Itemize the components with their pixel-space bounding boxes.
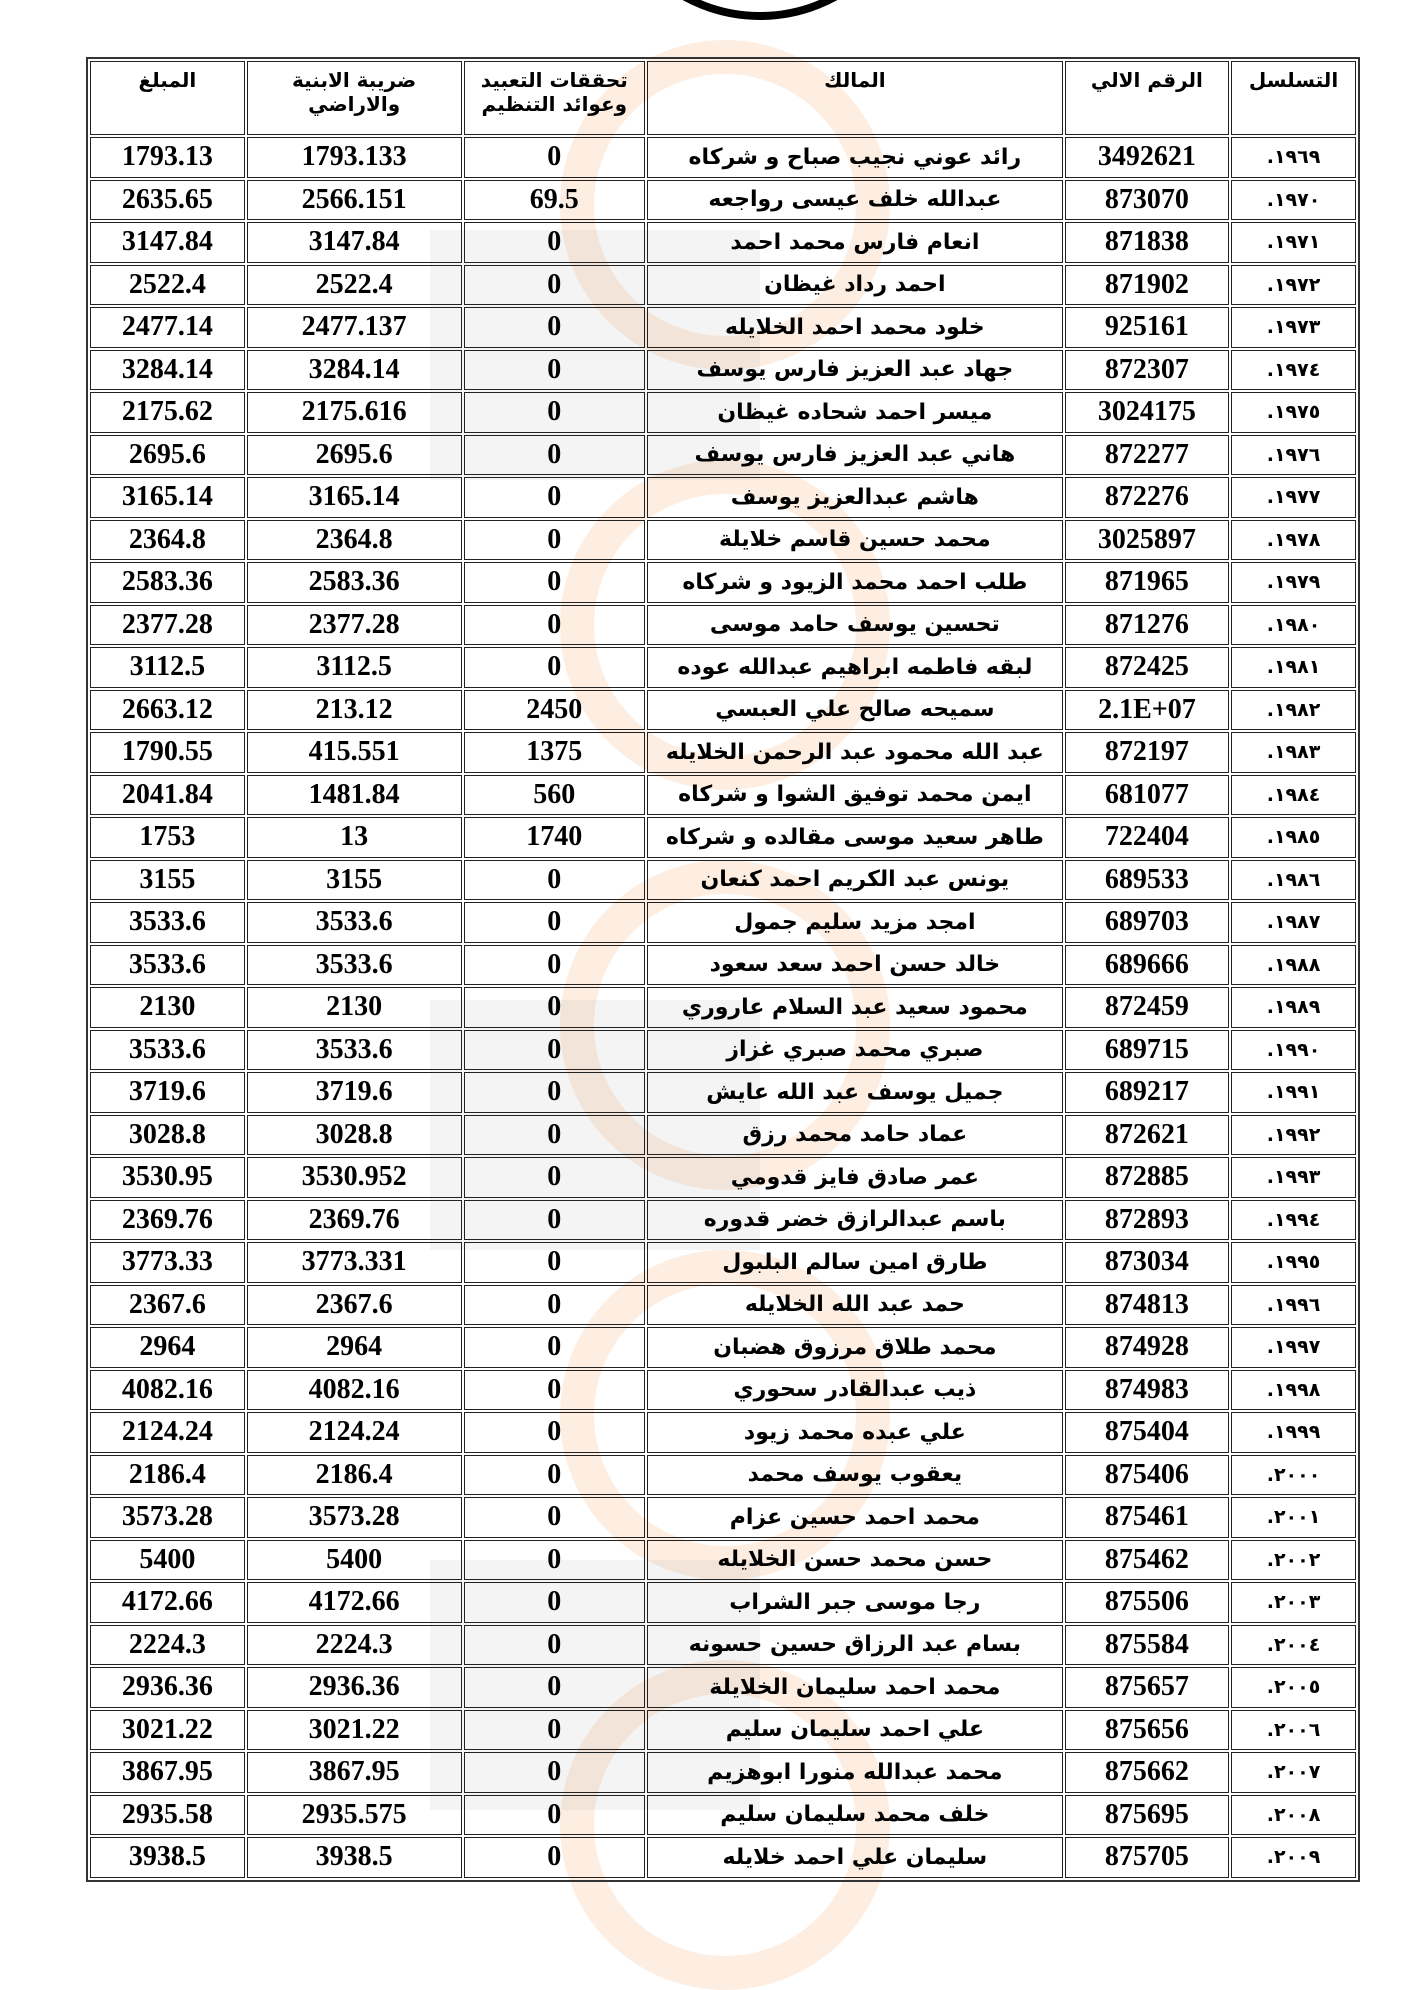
owner-cell: تحسين يوسف حامد موسى (647, 605, 1063, 646)
owner-cell: عمر صادق فايز قدومي (647, 1157, 1063, 1198)
tax-cell: 2130 (247, 987, 462, 1028)
serial-cell: ٢٠٠١. (1231, 1497, 1356, 1538)
serial-cell: ٢٠٠٤. (1231, 1625, 1356, 1666)
auto-number-cell: 875462 (1065, 1540, 1229, 1581)
amount-cell: 2175.62 (90, 392, 245, 433)
tax-cell: 2477.137 (247, 307, 462, 348)
serial-cell: ١٩٨٥. (1231, 817, 1356, 858)
owner-cell: ميسر احمد شحاده غيظان (647, 392, 1063, 433)
table-row (90, 1242, 1356, 1283)
tax-cell: 3530.952 (247, 1157, 462, 1198)
auto-number-cell: 2.1E+07 (1065, 690, 1229, 731)
table-row (90, 307, 1356, 348)
amount-cell: 2377.28 (90, 605, 245, 646)
levies-cell: 0 (464, 435, 645, 476)
tax-cell: 5400 (247, 1540, 462, 1581)
table-row (90, 732, 1356, 773)
table-row (90, 1030, 1356, 1071)
levies-cell: 0 (464, 1837, 645, 1878)
levies-cell: 0 (464, 265, 645, 306)
serial-cell: ١٩٨٩. (1231, 987, 1356, 1028)
auto-number-cell: 722404 (1065, 817, 1229, 858)
tax-cell: 2377.28 (247, 605, 462, 646)
owner-cell: حسن محمد حسن الخلايله (647, 1540, 1063, 1581)
tax-cell: 1481.84 (247, 775, 462, 816)
tax-cell: 4172.66 (247, 1582, 462, 1623)
tax-cell: 3284.14 (247, 350, 462, 391)
owner-cell: حمد عبد الله الخلايله (647, 1285, 1063, 1326)
levies-cell: 0 (464, 1540, 645, 1581)
auto-number-cell: 689715 (1065, 1030, 1229, 1071)
serial-cell: ٢٠٠٨. (1231, 1795, 1356, 1836)
amount-cell: 3284.14 (90, 350, 245, 391)
amount-cell: 3165.14 (90, 477, 245, 518)
serial-cell: ٢٠٠٠. (1231, 1455, 1356, 1496)
serial-cell: ١٩٩٢. (1231, 1115, 1356, 1156)
auto-number-cell: 689533 (1065, 860, 1229, 901)
owner-cell: عماد حامد محمد رزق (647, 1115, 1063, 1156)
tax-cell: 3533.6 (247, 1030, 462, 1071)
levies-cell: 0 (464, 1582, 645, 1623)
levies-cell: 0 (464, 1370, 645, 1411)
levies-cell: 0 (464, 1455, 645, 1496)
tax-cell: 2186.4 (247, 1455, 462, 1496)
levies-cell: 69.5 (464, 180, 645, 221)
owner-cell: محمد احمد حسين عزام (647, 1497, 1063, 1538)
amount-cell: 2364.8 (90, 520, 245, 561)
serial-cell: ١٩٨٧. (1231, 902, 1356, 943)
tax-cell: 2364.8 (247, 520, 462, 561)
serial-cell: ١٩٩٧. (1231, 1327, 1356, 1368)
serial-cell: ٢٠٠٦. (1231, 1710, 1356, 1751)
serial-cell: ١٩٩١. (1231, 1072, 1356, 1113)
auto-number-cell: 875656 (1065, 1710, 1229, 1751)
auto-number-cell: 925161 (1065, 307, 1229, 348)
amount-cell: 3021.22 (90, 1710, 245, 1751)
levies-cell: 0 (464, 1327, 645, 1368)
auto-number-cell: 689217 (1065, 1072, 1229, 1113)
serial-cell: ٢٠٠٢. (1231, 1540, 1356, 1581)
levies-cell: 0 (464, 902, 645, 943)
table-row (90, 350, 1356, 391)
serial-cell: ١٩٧٦. (1231, 435, 1356, 476)
owner-cell: طلب احمد محمد الزيود و شركاه (647, 562, 1063, 603)
levies-cell: 0 (464, 945, 645, 986)
tax-cell: 3938.5 (247, 1837, 462, 1878)
levies-cell: 1375 (464, 732, 645, 773)
table-row (90, 222, 1356, 263)
auto-number-cell: 875584 (1065, 1625, 1229, 1666)
levies-cell: 0 (464, 987, 645, 1028)
amount-cell: 2224.3 (90, 1625, 245, 1666)
levies-cell: 0 (464, 1030, 645, 1071)
tax-cell: 1793.133 (247, 137, 462, 178)
auto-number-cell: 872885 (1065, 1157, 1229, 1198)
serial-cell: ٢٠٠٩. (1231, 1837, 1356, 1878)
levies-cell: 0 (464, 605, 645, 646)
amount-cell: 5400 (90, 1540, 245, 1581)
serial-cell: ١٩٩٤. (1231, 1200, 1356, 1241)
owner-cell: باسم عبدالرازق خضر قدوره (647, 1200, 1063, 1241)
auto-number-cell: 872459 (1065, 987, 1229, 1028)
table-row (90, 392, 1356, 433)
table-row (90, 1412, 1356, 1453)
auto-number-cell: 875461 (1065, 1497, 1229, 1538)
amount-cell: 3938.5 (90, 1837, 245, 1878)
auto-number-cell: 3492621 (1065, 137, 1229, 178)
owner-cell: محمد حسين قاسم خلايلة (647, 520, 1063, 561)
amount-cell: 1790.55 (90, 732, 245, 773)
tax-cell: 3155 (247, 860, 462, 901)
owner-cell: بسام عبد الرزاق حسين حسونه (647, 1625, 1063, 1666)
auto-number-cell: 875657 (1065, 1667, 1229, 1708)
table-row (90, 1157, 1356, 1198)
levies-cell: 0 (464, 1200, 645, 1241)
tax-cell: 3719.6 (247, 1072, 462, 1113)
header-levies: تحققات التعبيد وعوائد التنظيم (464, 61, 645, 135)
owner-cell: يعقوب يوسف محمد (647, 1455, 1063, 1496)
levies-cell: 0 (464, 860, 645, 901)
levies-cell: 0 (464, 1752, 645, 1793)
table-row (90, 1582, 1356, 1623)
owner-cell: لبقه فاطمه ابراهيم عبدالله عوده (647, 647, 1063, 688)
owner-cell: خلف محمد سليمان سليم (647, 1795, 1063, 1836)
table-row (90, 1752, 1356, 1793)
serial-cell: ١٩٨١. (1231, 647, 1356, 688)
owner-cell: يونس عبد الكريم احمد كنعان (647, 860, 1063, 901)
table-row (90, 520, 1356, 561)
header-owner: المالك (647, 61, 1063, 135)
serial-cell: ١٩٨٦. (1231, 860, 1356, 901)
auto-number-cell: 872893 (1065, 1200, 1229, 1241)
tax-cell: 3867.95 (247, 1752, 462, 1793)
table-row (90, 1625, 1356, 1666)
table-row (90, 1200, 1356, 1241)
table-row (90, 1667, 1356, 1708)
tax-cell: 2964 (247, 1327, 462, 1368)
amount-cell: 3719.6 (90, 1072, 245, 1113)
amount-cell: 3155 (90, 860, 245, 901)
serial-cell: ١٩٨٣. (1231, 732, 1356, 773)
levies-cell: 560 (464, 775, 645, 816)
tax-cell: 2224.3 (247, 1625, 462, 1666)
auto-number-cell: 875506 (1065, 1582, 1229, 1623)
owner-cell: جهاد عبد العزيز فارس يوسف (647, 350, 1063, 391)
levies-cell: 0 (464, 137, 645, 178)
tax-cell: 3028.8 (247, 1115, 462, 1156)
table-row (90, 817, 1356, 858)
auto-number-cell: 681077 (1065, 775, 1229, 816)
tax-cell: 3112.5 (247, 647, 462, 688)
owner-cell: صبري محمد صبري غزاز (647, 1030, 1063, 1071)
serial-cell: ١٩٦٩. (1231, 137, 1356, 178)
serial-cell: ١٩٨٨. (1231, 945, 1356, 986)
tax-cell: 13 (247, 817, 462, 858)
serial-cell: ١٩٩٣. (1231, 1157, 1356, 1198)
table-row (90, 1115, 1356, 1156)
serial-cell: ١٩٧٧. (1231, 477, 1356, 518)
auto-number-cell: 873070 (1065, 180, 1229, 221)
table-row (90, 265, 1356, 306)
table-row (90, 1497, 1356, 1538)
owner-cell: ذيب عبدالقادر سحوري (647, 1370, 1063, 1411)
owner-cell: طارق امين سالم البلبول (647, 1242, 1063, 1283)
tax-cell: 3773.331 (247, 1242, 462, 1283)
table-row (90, 180, 1356, 221)
owner-cell: احمد رداد غيظان (647, 265, 1063, 306)
amount-cell: 2369.76 (90, 1200, 245, 1241)
serial-cell: ١٩٩٦. (1231, 1285, 1356, 1326)
auto-number-cell: 874983 (1065, 1370, 1229, 1411)
table-body (90, 137, 1356, 1878)
amount-cell: 2130 (90, 987, 245, 1028)
logo-arc (600, 0, 920, 20)
owner-cell: محمد طلاق مرزوق هضبان (647, 1327, 1063, 1368)
auto-number-cell: 872277 (1065, 435, 1229, 476)
auto-number-cell: 871965 (1065, 562, 1229, 603)
levies-cell: 0 (464, 520, 645, 561)
serial-cell: ١٩٩٩. (1231, 1412, 1356, 1453)
auto-number-cell: 875695 (1065, 1795, 1229, 1836)
tax-cell: 2583.36 (247, 562, 462, 603)
amount-cell: 2522.4 (90, 265, 245, 306)
table-row (90, 1455, 1356, 1496)
table-row (90, 902, 1356, 943)
levies-cell: 0 (464, 1625, 645, 1666)
levies-cell: 0 (464, 1285, 645, 1326)
levies-cell: 0 (464, 1072, 645, 1113)
serial-cell: ١٩٧١. (1231, 222, 1356, 263)
amount-cell: 3533.6 (90, 945, 245, 986)
table-row (90, 987, 1356, 1028)
table-row (90, 1370, 1356, 1411)
levies-cell: 0 (464, 1242, 645, 1283)
amount-cell: 2964 (90, 1327, 245, 1368)
serial-cell: ٢٠٠٣. (1231, 1582, 1356, 1623)
owner-cell: انعام فارس محمد احمد (647, 222, 1063, 263)
header-serial: التسلسل (1231, 61, 1356, 135)
owner-cell: علي عبده محمد زيود (647, 1412, 1063, 1453)
amount-cell: 2367.6 (90, 1285, 245, 1326)
levies-cell: 0 (464, 392, 645, 433)
auto-number-cell: 872197 (1065, 732, 1229, 773)
header-amount: المبلغ (90, 61, 245, 135)
tax-cell: 3533.6 (247, 945, 462, 986)
table-row (90, 690, 1356, 731)
tax-cell: 3533.6 (247, 902, 462, 943)
amount-cell: 3533.6 (90, 1030, 245, 1071)
auto-number-cell: 874928 (1065, 1327, 1229, 1368)
owner-cell: امجد مزيد سليم جمول (647, 902, 1063, 943)
serial-cell: ١٩٧٠. (1231, 180, 1356, 221)
auto-number-cell: 871838 (1065, 222, 1229, 263)
table-row (90, 1837, 1356, 1878)
serial-cell: ١٩٧٨. (1231, 520, 1356, 561)
amount-cell: 4172.66 (90, 1582, 245, 1623)
amount-cell: 2583.36 (90, 562, 245, 603)
tax-cell: 213.12 (247, 690, 462, 731)
amount-cell: 2041.84 (90, 775, 245, 816)
auto-number-cell: 875662 (1065, 1752, 1229, 1793)
table-row (90, 1795, 1356, 1836)
owner-cell: عبد الله محمود عبد الرحمن الخلايله (647, 732, 1063, 773)
auto-number-cell: 872276 (1065, 477, 1229, 518)
amount-cell: 2635.65 (90, 180, 245, 221)
owner-cell: هاشم عبدالعزيز يوسف (647, 477, 1063, 518)
table-row (90, 562, 1356, 603)
serial-cell: ١٩٨٢. (1231, 690, 1356, 731)
owner-cell: محمد احمد سليمان الخلايلة (647, 1667, 1063, 1708)
owner-cell: رجا موسى جبر الشراب (647, 1582, 1063, 1623)
header-row (90, 61, 1356, 135)
serial-cell: ١٩٧٣. (1231, 307, 1356, 348)
serial-cell: ١٩٩٨. (1231, 1370, 1356, 1411)
amount-cell: 2186.4 (90, 1455, 245, 1496)
serial-cell: ١٩٨٤. (1231, 775, 1356, 816)
auto-number-cell: 874813 (1065, 1285, 1229, 1326)
tax-cell: 3147.84 (247, 222, 462, 263)
amount-cell: 3773.33 (90, 1242, 245, 1283)
serial-cell: ١٩٧٩. (1231, 562, 1356, 603)
amount-cell: 2935.58 (90, 1795, 245, 1836)
levies-cell: 0 (464, 350, 645, 391)
levies-cell: 0 (464, 647, 645, 688)
tax-cell: 3021.22 (247, 1710, 462, 1751)
tax-cell: 2175.616 (247, 392, 462, 433)
auto-number-cell: 875404 (1065, 1412, 1229, 1453)
levies-cell: 0 (464, 1497, 645, 1538)
owner-cell: خالد حسن احمد سعد سعود (647, 945, 1063, 986)
auto-number-cell: 873034 (1065, 1242, 1229, 1283)
auto-number-cell: 689703 (1065, 902, 1229, 943)
owner-cell: عبدالله خلف عيسى رواجعه (647, 180, 1063, 221)
table-row (90, 945, 1356, 986)
owners-tax-table (86, 57, 1360, 1882)
tax-cell: 2566.151 (247, 180, 462, 221)
header-auto-number: الرقم الالي (1065, 61, 1229, 135)
tax-cell: 3573.28 (247, 1497, 462, 1538)
levies-cell: 0 (464, 1795, 645, 1836)
amount-cell: 3533.6 (90, 902, 245, 943)
levies-cell: 0 (464, 222, 645, 263)
serial-cell: ١٩٩٠. (1231, 1030, 1356, 1071)
levies-cell: 0 (464, 1710, 645, 1751)
table-row (90, 605, 1356, 646)
tax-cell: 2936.36 (247, 1667, 462, 1708)
header-tax: ضريبة الابنية والاراضي (247, 61, 462, 135)
amount-cell: 3867.95 (90, 1752, 245, 1793)
amount-cell: 2477.14 (90, 307, 245, 348)
auto-number-cell: 875406 (1065, 1455, 1229, 1496)
auto-number-cell: 3025897 (1065, 520, 1229, 561)
table-row (90, 435, 1356, 476)
owner-cell: سميحه صالح علي العبسي (647, 690, 1063, 731)
serial-cell: ١٩٧٥. (1231, 392, 1356, 433)
owner-cell: محمد عبدالله منورا ابوهزيم (647, 1752, 1063, 1793)
owner-cell: خلود محمد احمد الخلايله (647, 307, 1063, 348)
auto-number-cell: 689666 (1065, 945, 1229, 986)
owner-cell: علي احمد سليمان سليم (647, 1710, 1063, 1751)
levies-cell: 0 (464, 1157, 645, 1198)
amount-cell: 3028.8 (90, 1115, 245, 1156)
amount-cell: 1753 (90, 817, 245, 858)
amount-cell: 3573.28 (90, 1497, 245, 1538)
table-row (90, 1540, 1356, 1581)
auto-number-cell: 871276 (1065, 605, 1229, 646)
serial-cell: ١٩٩٥. (1231, 1242, 1356, 1283)
serial-cell: ١٩٨٠. (1231, 605, 1356, 646)
owner-cell: جميل يوسف عبد الله عايش (647, 1072, 1063, 1113)
table-row (90, 647, 1356, 688)
table-row (90, 1072, 1356, 1113)
owner-cell: سليمان علي احمد خلايله (647, 1837, 1063, 1878)
levies-cell: 0 (464, 1412, 645, 1453)
serial-cell: ١٩٧٤. (1231, 350, 1356, 391)
owner-cell: طاهر سعيد موسى مقالده و شركاه (647, 817, 1063, 858)
owner-cell: رائد عوني نجيب صباح و شركاه (647, 137, 1063, 178)
tax-cell: 3165.14 (247, 477, 462, 518)
auto-number-cell: 872621 (1065, 1115, 1229, 1156)
auto-number-cell: 872425 (1065, 647, 1229, 688)
amount-cell: 3112.5 (90, 647, 245, 688)
levies-cell: 0 (464, 307, 645, 348)
serial-cell: ٢٠٠٥. (1231, 1667, 1356, 1708)
table-row (90, 137, 1356, 178)
owner-cell: ايمن محمد توفيق الشوا و شركاه (647, 775, 1063, 816)
amount-cell: 1793.13 (90, 137, 245, 178)
auto-number-cell: 871902 (1065, 265, 1229, 306)
amount-cell: 4082.16 (90, 1370, 245, 1411)
tax-cell: 2695.6 (247, 435, 462, 476)
table-row (90, 1285, 1356, 1326)
levies-cell: 0 (464, 1667, 645, 1708)
levies-cell: 0 (464, 477, 645, 518)
tax-cell: 2522.4 (247, 265, 462, 306)
tax-cell: 415.551 (247, 732, 462, 773)
table-row (90, 1710, 1356, 1751)
amount-cell: 2663.12 (90, 690, 245, 731)
serial-cell: ١٩٧٢. (1231, 265, 1356, 306)
tax-cell: 4082.16 (247, 1370, 462, 1411)
levies-cell: 2450 (464, 690, 645, 731)
levies-cell: 0 (464, 1115, 645, 1156)
table-row (90, 1327, 1356, 1368)
auto-number-cell: 875705 (1065, 1837, 1229, 1878)
owner-cell: هاني عبد العزيز فارس يوسف (647, 435, 1063, 476)
tax-cell: 2124.24 (247, 1412, 462, 1453)
amount-cell: 2695.6 (90, 435, 245, 476)
owner-cell: محمود سعيد عبد السلام عاروري (647, 987, 1063, 1028)
amount-cell: 2124.24 (90, 1412, 245, 1453)
auto-number-cell: 3024175 (1065, 392, 1229, 433)
tax-cell: 2935.575 (247, 1795, 462, 1836)
amount-cell: 3147.84 (90, 222, 245, 263)
tax-cell: 2367.6 (247, 1285, 462, 1326)
table-row (90, 775, 1356, 816)
amount-cell: 2936.36 (90, 1667, 245, 1708)
levies-cell: 0 (464, 562, 645, 603)
table-row (90, 477, 1356, 518)
levies-cell: 1740 (464, 817, 645, 858)
serial-cell: ٢٠٠٧. (1231, 1752, 1356, 1793)
tax-cell: 2369.76 (247, 1200, 462, 1241)
amount-cell: 3530.95 (90, 1157, 245, 1198)
auto-number-cell: 872307 (1065, 350, 1229, 391)
table-row (90, 860, 1356, 901)
